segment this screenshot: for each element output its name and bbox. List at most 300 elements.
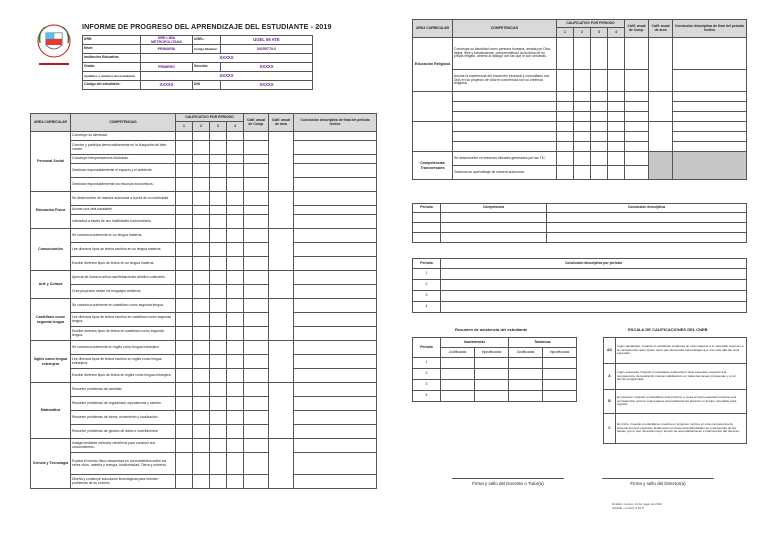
competencia-row [31, 411, 377, 425]
competencia-row [31, 439, 377, 453]
grade-cell [210, 164, 227, 178]
grade-cell [210, 369, 227, 383]
right-grades-table [412, 19, 747, 180]
competencia-row [31, 132, 377, 141]
conclusion-cell [294, 453, 377, 475]
competencia-row [31, 192, 377, 206]
period-3-header: 3 [210, 122, 227, 132]
escala-table [603, 337, 747, 444]
competencia-text: Escribe diversos tipos de textos en su lengua materna. [71, 257, 176, 271]
escala-text-c: En inicio. Cuando el estudiante muestra un progreso mínimo en una competencia de acuerdo al nivel esperado. Evidencia con frecuencia dificultades en el desarrollo de las tareas, por lo que necesita mayor tiempo de acompañamiento e intervención del docente. [616, 414, 747, 444]
grade-cell [244, 192, 269, 206]
footer [612, 503, 662, 511]
grade-cell [176, 355, 193, 369]
grade-cell [244, 215, 269, 229]
competencia-row [31, 271, 377, 285]
grade-cell [193, 178, 210, 192]
ugel-label: UGEL: [193, 36, 221, 45]
grade-cell [193, 192, 210, 206]
grade-cell [244, 132, 269, 141]
grade-cell [210, 215, 227, 229]
competencia-text: Lee diversos tipos de textos escritos en castellano como segunda lengua. [71, 313, 176, 327]
footer-version: SIAGIE - versión 3.16.0 [612, 505, 644, 510]
grade-cell [210, 271, 227, 285]
grade-cell [244, 164, 269, 178]
grade-cell [227, 164, 244, 178]
competencia-row [31, 141, 377, 155]
grade-cell [210, 327, 227, 341]
period-1-header: 1 [176, 122, 193, 132]
competencias-header: COMPETENCIAS [71, 114, 176, 132]
competencia-text: Resuelve problemas de cantidad. [71, 383, 176, 397]
grade-cell [193, 327, 210, 341]
grade-cell [210, 453, 227, 475]
dre-value: DRE LIMA METROPOLITANA [141, 36, 193, 45]
calif-comp-header-right: Calif. anual de Comp. [625, 20, 649, 38]
escala-code-c: C [604, 414, 616, 444]
competencia-text: Indaga mediante métodos científicos para construir sus conocimientos. [71, 439, 176, 453]
competencia-text: Interactúa a través de sus habilidades sociomotrices. [71, 215, 176, 229]
competencia-text: Se comunica oralmente en inglés como lengua extranjera. [71, 341, 176, 355]
conclusion-cell [294, 327, 377, 341]
dni-value: XXXXX [221, 81, 313, 90]
calif-area-cell [269, 341, 294, 383]
period-4-header: 4 [227, 122, 244, 132]
grade-cell [193, 257, 210, 271]
grade-cell [176, 132, 193, 141]
calif-area-cell [269, 383, 294, 439]
competencia-row [31, 327, 377, 341]
seccion-label: Sección: [193, 63, 221, 72]
tardanzas-header: Tardanzas [509, 338, 577, 348]
calif-area-header-right: Calif. anual de área [649, 20, 673, 38]
student-info-table [82, 35, 313, 90]
competencia-text: Se comunica oralmente en su lengua materna. [71, 229, 176, 243]
competencia-row [31, 369, 377, 383]
seccion-value: XXXXX [221, 63, 313, 72]
competencia-row [31, 383, 377, 397]
area-name: Castellano como segunda lengua [31, 299, 71, 341]
grade-cell [176, 155, 193, 164]
grade-cell [176, 383, 193, 397]
firma-docente: Firma y sello del Docente o Tutor(a) [452, 478, 564, 486]
grade-cell [210, 285, 227, 299]
area-name: Inglés como lengua extranjera [31, 341, 71, 383]
competencia-text: Asume una vida saludable. [71, 206, 176, 215]
competencia-row [31, 215, 377, 229]
grade-cell [227, 355, 244, 369]
pcon-conclusion-header: Conclusión descriptiva por periodo [441, 259, 747, 269]
grade-cell [244, 141, 269, 155]
tard-injustificadas-header: Injustificadas [543, 348, 577, 358]
conclusion-cell [294, 369, 377, 383]
codigo-modular-value: 00255779-0 [221, 45, 313, 54]
calificativo-header: CALIFICATIVO POR PERIODO [176, 114, 244, 122]
codigo-estudiante-label: Código del estudiante: [83, 81, 141, 90]
grade-cell [210, 475, 227, 489]
conclusion-cell [294, 439, 377, 453]
competencia-text: Gestiona responsablemente los recursos económicos. [71, 178, 176, 192]
grade-cell [244, 397, 269, 411]
competencias-header-right: COMPETENCIAS [453, 20, 557, 38]
grade-cell [193, 164, 210, 178]
competencia-row [31, 178, 377, 192]
competencia-text: Resuelve problemas de forma, movimiento y localización. [71, 411, 176, 425]
grade-cell [244, 475, 269, 489]
conclusion-header-right: Conclusión descriptiva de final del periodo lectivo [673, 20, 747, 38]
periodo-conclusion-table [412, 258, 747, 313]
dre-label: DRE: [83, 36, 141, 45]
competencia-row [31, 453, 377, 475]
conclusion-cell [294, 164, 377, 178]
grado-label: Grado: [83, 63, 141, 72]
competencia-text: Construye su identidad. [71, 132, 176, 141]
tard-justificadas-header: Justificadas [509, 348, 543, 358]
area-religion: Educación Religiosa [413, 38, 453, 92]
competencia-row [31, 425, 377, 439]
grade-cell [227, 383, 244, 397]
grade-cell [244, 257, 269, 271]
conclusion-cell [294, 397, 377, 411]
competencia-row [31, 299, 377, 313]
grade-cell [244, 383, 269, 397]
nivel-value: PRIMARIA [141, 45, 193, 54]
grade-cell [193, 475, 210, 489]
conclusion-cell [294, 425, 377, 439]
grade-cell [176, 271, 193, 285]
grade-cell [227, 155, 244, 164]
grade-cell [176, 425, 193, 439]
grade-cell [193, 397, 210, 411]
grade-cell [244, 285, 269, 299]
grade-cell [227, 475, 244, 489]
grade-cell [193, 313, 210, 327]
period-2-header-right: 2 [574, 28, 591, 38]
grade-cell [227, 397, 244, 411]
grade-cell [193, 299, 210, 313]
periodo-competencia-table [412, 203, 747, 243]
grade-cell [176, 206, 193, 215]
grade-cell [227, 453, 244, 475]
grade-cell [244, 411, 269, 425]
grade-cell [176, 257, 193, 271]
asist-row-4: 4 [413, 391, 441, 402]
grade-cell [227, 411, 244, 425]
grade-cell [244, 369, 269, 383]
asist-periodo-header: Periodo [413, 338, 441, 358]
inasist-injustificadas-header: Injustificadas [475, 348, 509, 358]
grade-cell [227, 425, 244, 439]
asist-row-1: 1 [413, 358, 441, 369]
calif-area-cell [269, 229, 294, 271]
grade-cell [176, 192, 193, 206]
competencia-text: Explica el mundo físico basándose en conocimientos sobre los seres vivos, materia y energía, biodiversidad, Tierra y universo. [71, 453, 176, 475]
grade-cell [193, 411, 210, 425]
grade-cell [210, 229, 227, 243]
grade-cell [244, 271, 269, 285]
ie-label: Institución Educativa: [83, 54, 141, 63]
grade-cell [193, 453, 210, 475]
grade-cell [244, 313, 269, 327]
calif-area-cell [269, 439, 294, 489]
grade-cell [210, 397, 227, 411]
grade-cell [227, 285, 244, 299]
grade-cell [193, 383, 210, 397]
grade-cell [176, 164, 193, 178]
competencia-text: Diseña y construye soluciones tecnológicas para resolver problemas de su entorno. [71, 475, 176, 489]
grade-cell [227, 439, 244, 453]
competencia-text: Lee diversos tipos de textos escritos en inglés como lengua extranjera. [71, 355, 176, 369]
competencia-text: Convive y participa democráticamente en la búsqueda del bien común. [71, 141, 176, 155]
grade-cell [210, 411, 227, 425]
grade-cell [210, 155, 227, 164]
grade-cell [176, 285, 193, 299]
grade-cell [244, 327, 269, 341]
competencia-text: Escribe diversos tipos de textos en castellano como segunda lengua. [71, 327, 176, 341]
competencia-row [31, 341, 377, 355]
nombres-value: XXXXX [141, 72, 313, 81]
grade-cell [193, 206, 210, 215]
grade-cell [227, 327, 244, 341]
grade-cell [227, 369, 244, 383]
grade-cell [176, 141, 193, 155]
conclusion-cell [294, 178, 377, 192]
calif-area-cell [269, 132, 294, 192]
pc-conclusion-header: Conclusión descriptiva [547, 204, 747, 213]
grade-cell [210, 141, 227, 155]
area-transversales: Competencias Transversales [413, 152, 453, 180]
competencia-text: Gestiona responsablemente el espacio y el ambiente. [71, 164, 176, 178]
pcon-row-3: 3 [413, 291, 441, 302]
competencia-religion-1: Construye su identidad como persona humana, amada por Dios, digna, libre y trascendente, comprendiendo la doctrina de su propia religión, abierto al diálogo con las que le son cercanas. [453, 38, 557, 70]
grade-cell [227, 141, 244, 155]
conclusion-cell [294, 341, 377, 355]
grade-cell [176, 453, 193, 475]
footer-emitido: Emitido: martes, 14 de mayo de 2019 [612, 502, 662, 506]
codigo-modular-label: Código Modular: [193, 45, 221, 54]
area-name: Ciencia y Tecnología [31, 439, 71, 489]
escala-code-b: B [604, 390, 616, 414]
competencia-row [31, 243, 377, 257]
competencia-row [31, 313, 377, 327]
grade-cell [193, 155, 210, 164]
nivel-label: Nivel: [83, 45, 141, 54]
grade-cell [193, 271, 210, 285]
escala-text-b: En proceso. Cuando el estudiante está próximo o cerca al nivel esperado respecto a la competencia, para lo cual requiere acompañamiento durante un tiempo razonable para lograrlo. [616, 390, 747, 414]
grade-cell [210, 178, 227, 192]
competencia-row [31, 355, 377, 369]
grade-cell [176, 327, 193, 341]
grade-cell [176, 178, 193, 192]
grade-cell [227, 132, 244, 141]
escala-text-ad: Logro destacado. Cuando el estudiante evidencia un nivel superior a lo esperado respecto a la competencia. Esto quiere decir que demuestra aprendizajes que van más allá del nivel esperado. [616, 338, 747, 364]
grade-cell [193, 215, 210, 229]
grade-cell [176, 299, 193, 313]
grade-cell [210, 313, 227, 327]
grade-cell [227, 215, 244, 229]
grade-cell [176, 397, 193, 411]
competencia-text: Se desenvuelve de manera autónoma a través de su motricidad. [71, 192, 176, 206]
pcon-row-4: 4 [413, 302, 441, 313]
competencia-text: Construye interpretaciones históricas. [71, 155, 176, 164]
firma-director: Firma y sello del Director(a) [602, 478, 714, 486]
grade-cell [176, 475, 193, 489]
ie-value: XXXXX [141, 54, 313, 63]
calif-area-cell [269, 271, 294, 299]
grado-value: PRIMERO [141, 63, 193, 72]
grade-cell [244, 425, 269, 439]
competencia-text: Lee diversos tipos de textos escritos en su lengua materna. [71, 243, 176, 257]
ugel-value: UGEL 06 ATE [221, 36, 313, 45]
competencia-text: Crea proyectos desde los lenguajes artísticos. [71, 285, 176, 299]
grade-cell [210, 355, 227, 369]
conclusion-cell [294, 257, 377, 271]
conclusion-cell [294, 229, 377, 243]
conclusion-cell [294, 215, 377, 229]
competencia-row [31, 164, 377, 178]
grade-cell [227, 271, 244, 285]
grade-cell [210, 383, 227, 397]
conclusion-cell [294, 475, 377, 489]
grade-cell [227, 341, 244, 355]
grade-cell [193, 141, 210, 155]
conclusion-cell [294, 141, 377, 155]
inasist-justificadas-header: Justificadas [441, 348, 475, 358]
grade-cell [244, 243, 269, 257]
grade-cell [176, 341, 193, 355]
area-name: Educación Física [31, 192, 71, 229]
grade-cell [176, 313, 193, 327]
area-name: Personal Social [31, 132, 71, 192]
competencia-text: Se comunica oralmente en castellano como segunda lengua. [71, 299, 176, 313]
grade-cell [176, 243, 193, 257]
grade-cell [227, 206, 244, 215]
competencia-transversal-2: Gestiona su aprendizaje de manera autónoma. [453, 166, 557, 180]
calificativo-header-right: CALIFICATIVO POR PERIODO [557, 20, 625, 28]
conclusion-cell [294, 155, 377, 164]
competencia-row [31, 397, 377, 411]
pc-competencia-header: Competencia [441, 204, 547, 213]
area-name: Comunicación [31, 229, 71, 271]
grade-cell [244, 178, 269, 192]
competencia-row [31, 475, 377, 489]
grade-cell [244, 453, 269, 475]
grade-cell [227, 257, 244, 271]
conclusion-cell [294, 285, 377, 299]
calif-comp-header: Calif. anual de Comp. [244, 114, 269, 132]
pcon-row-1: 1 [413, 269, 441, 280]
grade-cell [227, 192, 244, 206]
report-title: INFORME DE PROGRESO DEL APRENDIZAJE DEL ESTUDIANTE - 2019 [82, 22, 332, 31]
grade-cell [244, 229, 269, 243]
grade-cell [210, 341, 227, 355]
grade-cell [193, 439, 210, 453]
grade-cell [244, 206, 269, 215]
competencia-text: Resuelve problemas de gestión de datos e incertidumbre. [71, 425, 176, 439]
conclusion-header: Conclusión descriptiva de final del periodo lectivo [294, 114, 377, 132]
competencia-religion-2: Asume la experiencia del encuentro personal y comunitario con Dios en su proyecto de vida en coherencia con su creencia religiosa. [453, 70, 557, 92]
calif-area-header: Calif. anual de área [269, 114, 294, 132]
competencia-row [31, 206, 377, 215]
grade-cell [244, 155, 269, 164]
grade-cell [176, 411, 193, 425]
grade-cell [193, 425, 210, 439]
pcon-periodo-header: Periodo [413, 259, 441, 269]
asistencia-table [412, 337, 577, 402]
grade-cell [210, 206, 227, 215]
conclusion-cell [294, 355, 377, 369]
dni-label: DNI [193, 81, 221, 90]
escala-code-a: A [604, 364, 616, 390]
asistencia-title: Resumen de asistencia del estudiante [455, 327, 528, 332]
area-header-right: AREA CURRICULAR [413, 20, 453, 38]
grade-cell [193, 132, 210, 141]
grade-cell [210, 299, 227, 313]
competencia-text: Aprecia de manera crítica manifestaciones artístico-culturales. [71, 271, 176, 285]
conclusion-cell [294, 383, 377, 397]
codigo-estudiante-value: XXXXX [141, 81, 193, 90]
period-4-header-right: 4 [608, 28, 625, 38]
competencia-text: Escribe diversos tipos de textos en inglés como lengua extranjera. [71, 369, 176, 383]
grade-cell [244, 341, 269, 355]
grade-cell [210, 192, 227, 206]
grade-cell [176, 215, 193, 229]
period-2-header: 2 [193, 122, 210, 132]
escala-text-a: Logro esperado. Cuando el estudiante evidencia el nivel esperado respecto a la competencia, demostrando manejo satisfactorio en todas las tareas propuestas y en el tiempo programado. [616, 364, 747, 390]
grade-cell [193, 341, 210, 355]
nombres-label: Apellidos y nombres del estudiante: [83, 72, 141, 81]
conclusion-cell [294, 243, 377, 257]
pcon-row-2: 2 [413, 280, 441, 291]
grade-cell [193, 229, 210, 243]
period-1-header-right: 1 [557, 28, 574, 38]
grade-cell [193, 285, 210, 299]
grade-cell [193, 243, 210, 257]
competencia-transversal-1: Se desenvuelve en entornos virtuales generados por las TIC. [453, 152, 557, 166]
competencia-row [31, 155, 377, 164]
grade-cell [210, 425, 227, 439]
calif-area-cell [269, 192, 294, 229]
competencia-row [31, 257, 377, 271]
grade-cell [244, 439, 269, 453]
inasistencias-header: Inasistencias [441, 338, 509, 348]
competencia-row [31, 229, 377, 243]
asist-row-3: 3 [413, 380, 441, 391]
asist-row-2: 2 [413, 369, 441, 380]
conclusion-cell [294, 313, 377, 327]
grade-cell [227, 229, 244, 243]
conclusion-cell [294, 206, 377, 215]
pc-periodo-header: Periodo [413, 204, 441, 213]
left-grades-table [30, 113, 377, 489]
area-name: Arte y Cultura [31, 271, 71, 299]
area-header: AREA CURRICULAR [31, 114, 71, 132]
grade-cell [193, 355, 210, 369]
grade-cell [227, 299, 244, 313]
conclusion-cell [294, 299, 377, 313]
grade-cell [244, 355, 269, 369]
grade-cell [227, 178, 244, 192]
conclusion-cell [294, 271, 377, 285]
escala-title: ESCALA DE CALIFICACIONES DEL CNEB [628, 327, 708, 332]
grade-cell [193, 369, 210, 383]
grade-cell [176, 229, 193, 243]
competencia-row [31, 285, 377, 299]
peru-coat-of-arms-logo [32, 21, 76, 71]
grade-cell [210, 257, 227, 271]
grade-cell [227, 243, 244, 257]
conclusion-cell [294, 411, 377, 425]
